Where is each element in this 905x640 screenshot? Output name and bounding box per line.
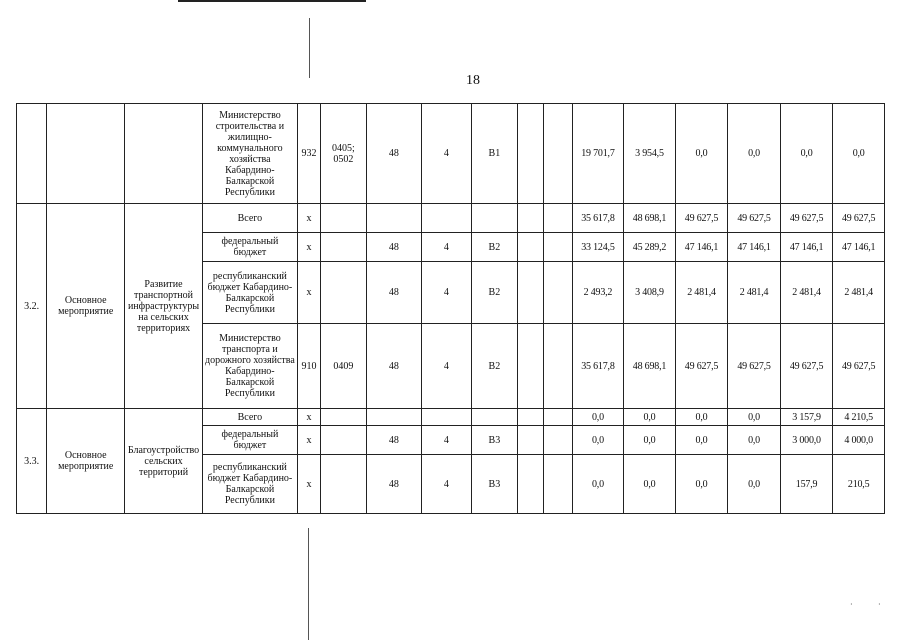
code-subprogram: 4 — [422, 455, 472, 514]
value-cell: 2 481,4 — [833, 262, 885, 324]
grbs-code: 910 — [297, 324, 320, 409]
empty-cell — [518, 324, 544, 409]
code-subprogram: 4 — [422, 324, 472, 409]
value-cell: 45 289,2 — [624, 233, 676, 262]
code-event — [471, 204, 517, 233]
value-cell: 3 954,5 — [624, 104, 676, 204]
value-cell: 4 210,5 — [833, 409, 885, 426]
value-cell: 0,0 — [624, 409, 676, 426]
section-name: Благоустройство сельских территорий — [125, 409, 203, 514]
funding-source: Министерство строительства и жилищно-коммунального хозяйства Кабардино-Балкарской Республики — [202, 104, 297, 204]
empty-cell — [544, 455, 572, 514]
section-type: Основное мероприятие — [47, 409, 125, 514]
empty-cell — [518, 204, 544, 233]
code-event: B1 — [471, 104, 517, 204]
empty-cell — [544, 233, 572, 262]
code-subprogram: 4 — [422, 233, 472, 262]
budget-table — [16, 103, 885, 514]
code-subprogram: 4 — [422, 426, 472, 455]
value-cell: 49 627,5 — [780, 324, 833, 409]
value-cell: 3 408,9 — [624, 262, 676, 324]
empty-cell — [518, 233, 544, 262]
funding-source: республиканский бюджет Кабардино-Балкарской Республики — [202, 455, 297, 514]
value-cell: 48 698,1 — [624, 324, 676, 409]
section-name — [125, 104, 203, 204]
empty-cell — [518, 426, 544, 455]
value-cell: 0,0 — [572, 455, 624, 514]
empty-cell — [518, 455, 544, 514]
empty-cell — [544, 324, 572, 409]
code-event: B3 — [471, 455, 517, 514]
value-cell: 48 698,1 — [624, 204, 676, 233]
code-program: 48 — [366, 455, 422, 514]
grbs-code: x — [297, 426, 320, 455]
section-number: 3.3. — [17, 409, 47, 514]
value-cell: 0,0 — [675, 409, 728, 426]
empty-cell — [518, 409, 544, 426]
section-number: 3.2. — [17, 204, 47, 409]
empty-cell — [544, 426, 572, 455]
value-cell: 0,0 — [780, 104, 833, 204]
section-number — [17, 104, 47, 204]
empty-cell — [518, 104, 544, 204]
value-cell: 0,0 — [572, 426, 624, 455]
code-program: 48 — [366, 104, 422, 204]
code-program — [366, 204, 422, 233]
value-cell: 0,0 — [675, 426, 728, 455]
value-cell: 210,5 — [833, 455, 885, 514]
value-cell: 35 617,8 — [572, 324, 624, 409]
section-name: Развитие транспортной инфраструктуры на сельских территориях — [125, 204, 203, 409]
value-cell: 47 146,1 — [728, 233, 781, 262]
code-program: 48 — [366, 426, 422, 455]
funding-source: Всего — [202, 204, 297, 233]
table-row — [17, 104, 885, 204]
code-subprogram: 4 — [422, 104, 472, 204]
code-event: B2 — [471, 324, 517, 409]
value-cell: 2 481,4 — [728, 262, 781, 324]
value-cell: 49 627,5 — [675, 204, 728, 233]
table-row — [17, 204, 885, 233]
code-subprogram — [422, 409, 472, 426]
scan-speck: · — [878, 600, 881, 609]
value-cell: 0,0 — [675, 104, 728, 204]
value-cell: 4 000,0 — [833, 426, 885, 455]
grbs-code: x — [297, 409, 320, 426]
value-cell: 49 627,5 — [728, 204, 781, 233]
value-cell: 47 146,1 — [780, 233, 833, 262]
value-cell: 0,0 — [728, 409, 781, 426]
top-rule — [178, 0, 366, 2]
code-event — [471, 409, 517, 426]
rzpr-code — [321, 262, 366, 324]
grbs-code: 932 — [297, 104, 320, 204]
table-row — [17, 409, 885, 426]
value-cell: 0,0 — [572, 409, 624, 426]
code-program: 48 — [366, 233, 422, 262]
value-cell: 49 627,5 — [675, 324, 728, 409]
value-cell: 49 627,5 — [833, 204, 885, 233]
rzpr-code — [321, 409, 366, 426]
rzpr-code — [321, 204, 366, 233]
value-cell: 35 617,8 — [572, 204, 624, 233]
value-cell: 3 157,9 — [780, 409, 833, 426]
rzpr-code — [321, 455, 366, 514]
code-event: B3 — [471, 426, 517, 455]
value-cell: 2 493,2 — [572, 262, 624, 324]
value-cell: 49 627,5 — [728, 324, 781, 409]
value-cell: 2 481,4 — [780, 262, 833, 324]
value-cell: 0,0 — [833, 104, 885, 204]
code-event: B2 — [471, 262, 517, 324]
value-cell: 33 124,5 — [572, 233, 624, 262]
section-type: Основное мероприятие — [47, 204, 125, 409]
value-cell: 0,0 — [728, 455, 781, 514]
value-cell: 157,9 — [780, 455, 833, 514]
grbs-code: x — [297, 233, 320, 262]
funding-source: Министерство транспорта и дорожного хозяйства Кабардино-Балкарской Республики — [202, 324, 297, 409]
funding-source: республиканский бюджет Кабардино-Балкарской Республики — [202, 262, 297, 324]
value-cell: 0,0 — [624, 455, 676, 514]
rzpr-code: 0405; 0502 — [321, 104, 366, 204]
page-fold-line — [309, 18, 310, 78]
grbs-code: x — [297, 204, 320, 233]
code-program: 48 — [366, 324, 422, 409]
page-fold-line — [308, 528, 309, 640]
empty-cell — [544, 104, 572, 204]
empty-cell — [518, 262, 544, 324]
value-cell: 0,0 — [728, 426, 781, 455]
code-program: 48 — [366, 262, 422, 324]
section-type — [47, 104, 125, 204]
funding-source: федеральный бюджет — [202, 233, 297, 262]
value-cell: 0,0 — [728, 104, 781, 204]
grbs-code: x — [297, 262, 320, 324]
code-subprogram: 4 — [422, 262, 472, 324]
rzpr-code: 0409 — [321, 324, 366, 409]
code-event: B2 — [471, 233, 517, 262]
code-program — [366, 409, 422, 426]
rzpr-code — [321, 233, 366, 262]
page-number: 18 — [466, 73, 480, 88]
value-cell: 47 146,1 — [675, 233, 728, 262]
scan-speck: · — [850, 600, 853, 609]
value-cell: 2 481,4 — [675, 262, 728, 324]
funding-source: федеральный бюджет — [202, 426, 297, 455]
funding-source: Всего — [202, 409, 297, 426]
value-cell: 3 000,0 — [780, 426, 833, 455]
grbs-code: x — [297, 455, 320, 514]
value-cell: 0,0 — [675, 455, 728, 514]
value-cell: 49 627,5 — [780, 204, 833, 233]
empty-cell — [544, 262, 572, 324]
value-cell: 19 701,7 — [572, 104, 624, 204]
code-subprogram — [422, 204, 472, 233]
empty-cell — [544, 409, 572, 426]
value-cell: 47 146,1 — [833, 233, 885, 262]
rzpr-code — [321, 426, 366, 455]
value-cell: 0,0 — [624, 426, 676, 455]
empty-cell — [544, 204, 572, 233]
value-cell: 49 627,5 — [833, 324, 885, 409]
